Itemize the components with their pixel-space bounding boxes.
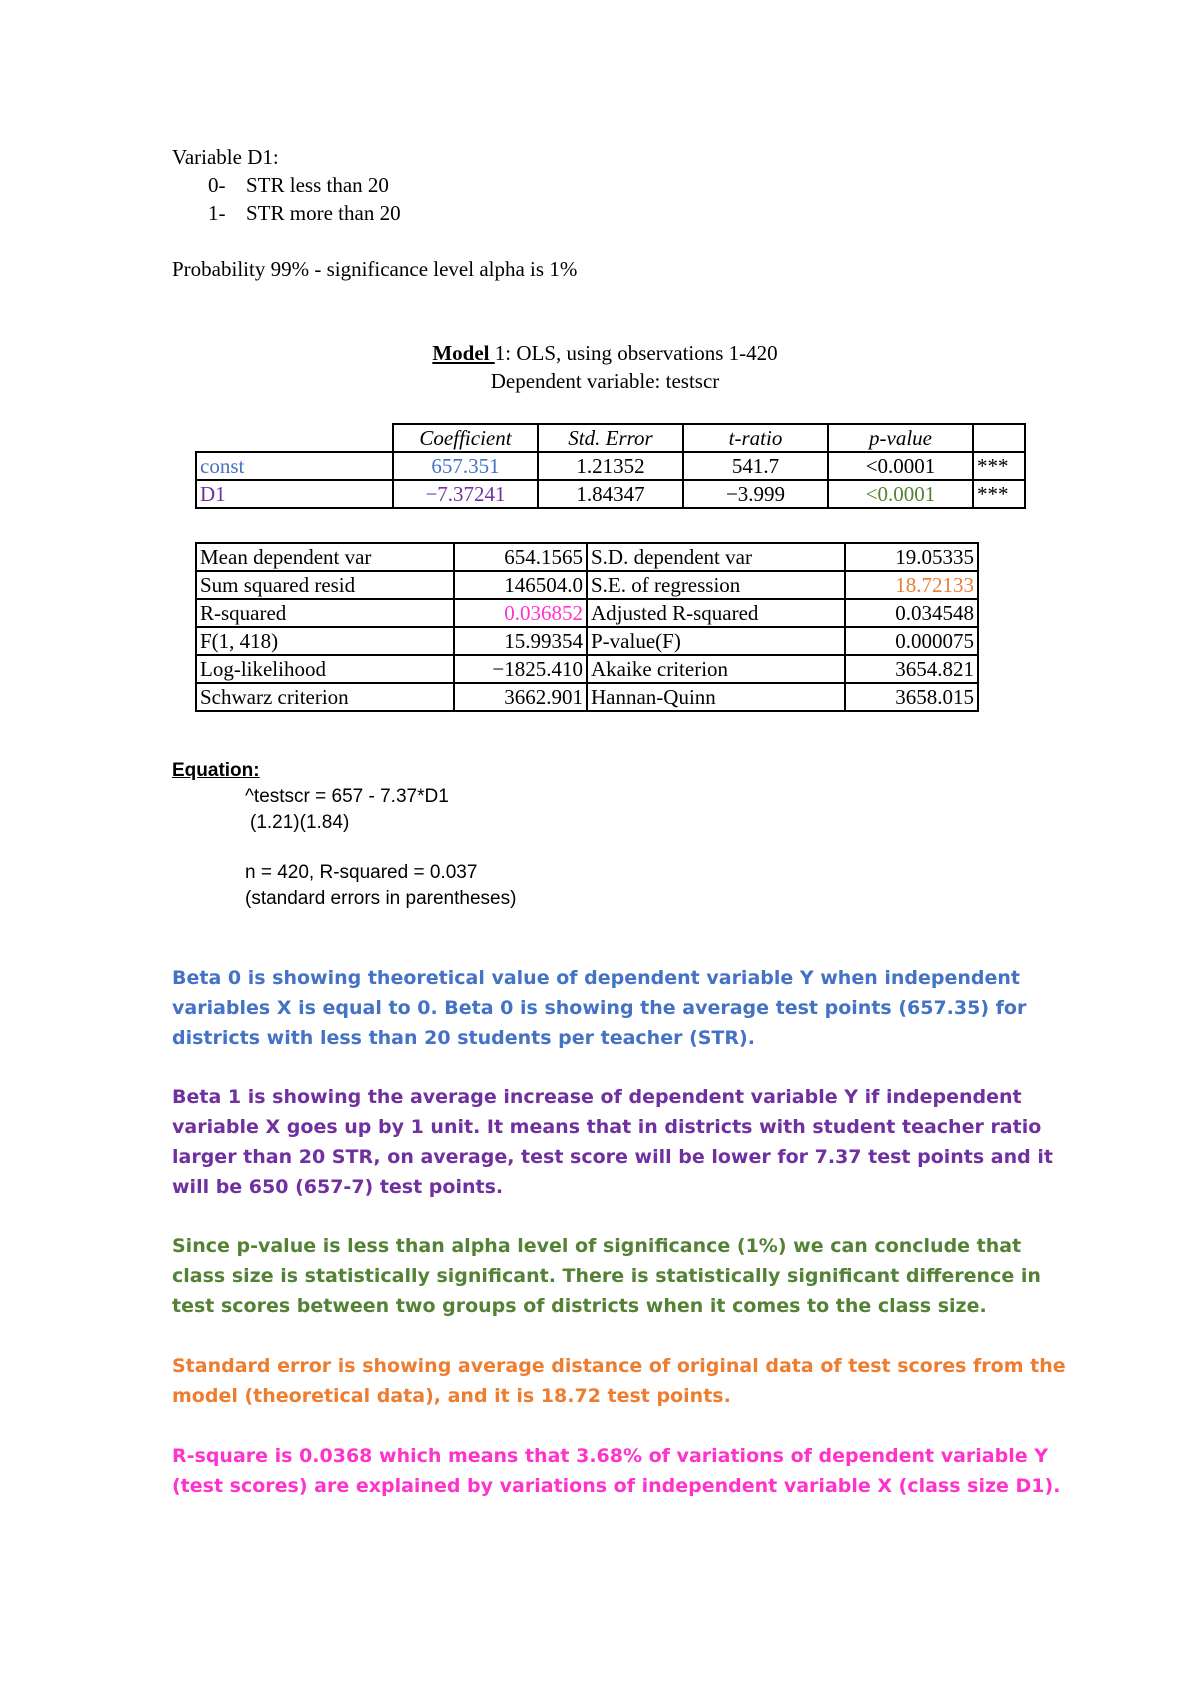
pvalue-paragraph: Since p-value is less than alpha level of significance (1%) we can conclude that class size is statistically significant. There is statistically significant difference in test scores between two groups of districts when it comes to the class size. xyxy=(172,1235,1041,1317)
equation-line: ^testscr = 657 - 7.37*D1 xyxy=(245,786,449,807)
row-coef: −7.37241 xyxy=(393,480,538,508)
row-p: <0.0001 xyxy=(828,452,973,480)
stat-value: 3658.015 xyxy=(845,683,978,711)
row-se: 1.84347 xyxy=(538,480,683,508)
stat-label: Schwarz criterion xyxy=(196,683,454,711)
stat-value: 19.05335 xyxy=(845,543,978,571)
table-row xyxy=(196,452,1025,480)
rsquare-paragraph: R-square is 0.0368 which means that 3.68% of variations of dependent variable Y (test scores) are explained by variations of independent variable X (class size D1). xyxy=(172,1445,1061,1497)
table-row xyxy=(196,571,978,599)
table-row xyxy=(196,683,978,711)
stat-label: Mean dependent var xyxy=(196,543,454,571)
header-t-ratio: t-ratio xyxy=(683,424,828,452)
stat-value: 654.1565 xyxy=(454,543,587,571)
stat-value: 0.034548 xyxy=(845,599,978,627)
row-se: 1.21352 xyxy=(538,452,683,480)
stat-value: 3662.901 xyxy=(454,683,587,711)
stat-label: Akaike criterion xyxy=(587,655,845,683)
table-row xyxy=(196,480,1025,508)
stat-label: S.E. of regression xyxy=(587,571,845,599)
table-row xyxy=(196,599,978,627)
stat-label: Hannan-Quinn xyxy=(587,683,845,711)
header-coefficient: Coefficient xyxy=(393,424,538,452)
header-std-error: Std. Error xyxy=(538,424,683,452)
equation-note: (standard errors in parentheses) xyxy=(245,888,517,909)
stat-value: 15.99354 xyxy=(454,627,587,655)
coefficient-table xyxy=(195,423,1026,509)
stderr-paragraph: Standard error is showing average distance of original data of test scores from the model (theoretical data), and it is 18.72 test points. xyxy=(172,1355,1066,1407)
beta0-paragraph: Beta 0 is showing theoretical value of dependent variable Y when independent variables X is equal to 0. Beta 0 is showing the average test points (657.35) for districts with less than 20 students per teacher (STR). xyxy=(172,967,1027,1049)
row-stars: *** xyxy=(973,480,1025,508)
stat-label: F(1, 418) xyxy=(196,627,454,655)
list-marker: 0- xyxy=(208,173,226,197)
equation-se-line: (1.21)(1.84) xyxy=(250,812,350,833)
stat-value: 0.000075 xyxy=(845,627,978,655)
model-title-bold: Model xyxy=(432,341,495,365)
equation-label: Equation: xyxy=(172,760,260,781)
stat-value: 18.72133 xyxy=(845,571,978,599)
stat-label: P-value(F) xyxy=(587,627,845,655)
row-name: const xyxy=(196,452,393,480)
stats-table xyxy=(195,542,979,712)
stat-label: Adjusted R-squared xyxy=(587,599,845,627)
model-title xyxy=(0,341,1200,366)
table-row xyxy=(196,543,978,571)
row-t: −3.999 xyxy=(683,480,828,508)
list-item-1 xyxy=(208,201,401,226)
list-marker: 1- xyxy=(208,201,226,225)
model-title-rest: 1: OLS, using observations 1-420 xyxy=(494,341,778,365)
table-row xyxy=(196,627,978,655)
stat-value: −1825.410 xyxy=(454,655,587,683)
list-text: STR more than 20 xyxy=(246,201,401,225)
row-p: <0.0001 xyxy=(828,480,973,508)
stat-label: S.D. dependent var xyxy=(587,543,845,571)
beta1-paragraph: Beta 1 is showing the average increase of dependent variable Y if independent variable X goes up by 1 unit. It means that in districts with student teacher ratio larger than 20 STR, on average, test score will be lower for 7.37 test points and it will be 650 (657-7) test points. xyxy=(172,1086,1053,1198)
row-name: D1 xyxy=(196,480,393,508)
list-item-0 xyxy=(208,173,389,198)
table-header-row xyxy=(196,424,1025,452)
equation-n-line: n = 420, R-squared = 0.037 xyxy=(245,862,478,883)
probability-line: Probability 99% - significance level alpha is 1% xyxy=(172,257,578,281)
stat-value: 0.036852 xyxy=(454,599,587,627)
list-text: STR less than 20 xyxy=(246,173,389,197)
table-row xyxy=(196,655,978,683)
dependent-variable: Dependent variable: testscr xyxy=(490,369,720,393)
stat-label: R-squared xyxy=(196,599,454,627)
stat-label: Sum squared resid xyxy=(196,571,454,599)
stat-value: 3654.821 xyxy=(845,655,978,683)
stat-label: Log-likelihood xyxy=(196,655,454,683)
header-p-value: p-value xyxy=(828,424,973,452)
row-coef: 657.351 xyxy=(393,452,538,480)
row-stars: *** xyxy=(973,452,1025,480)
variable-title: Variable D1: xyxy=(172,145,279,169)
stat-value: 146504.0 xyxy=(454,571,587,599)
row-t: 541.7 xyxy=(683,452,828,480)
